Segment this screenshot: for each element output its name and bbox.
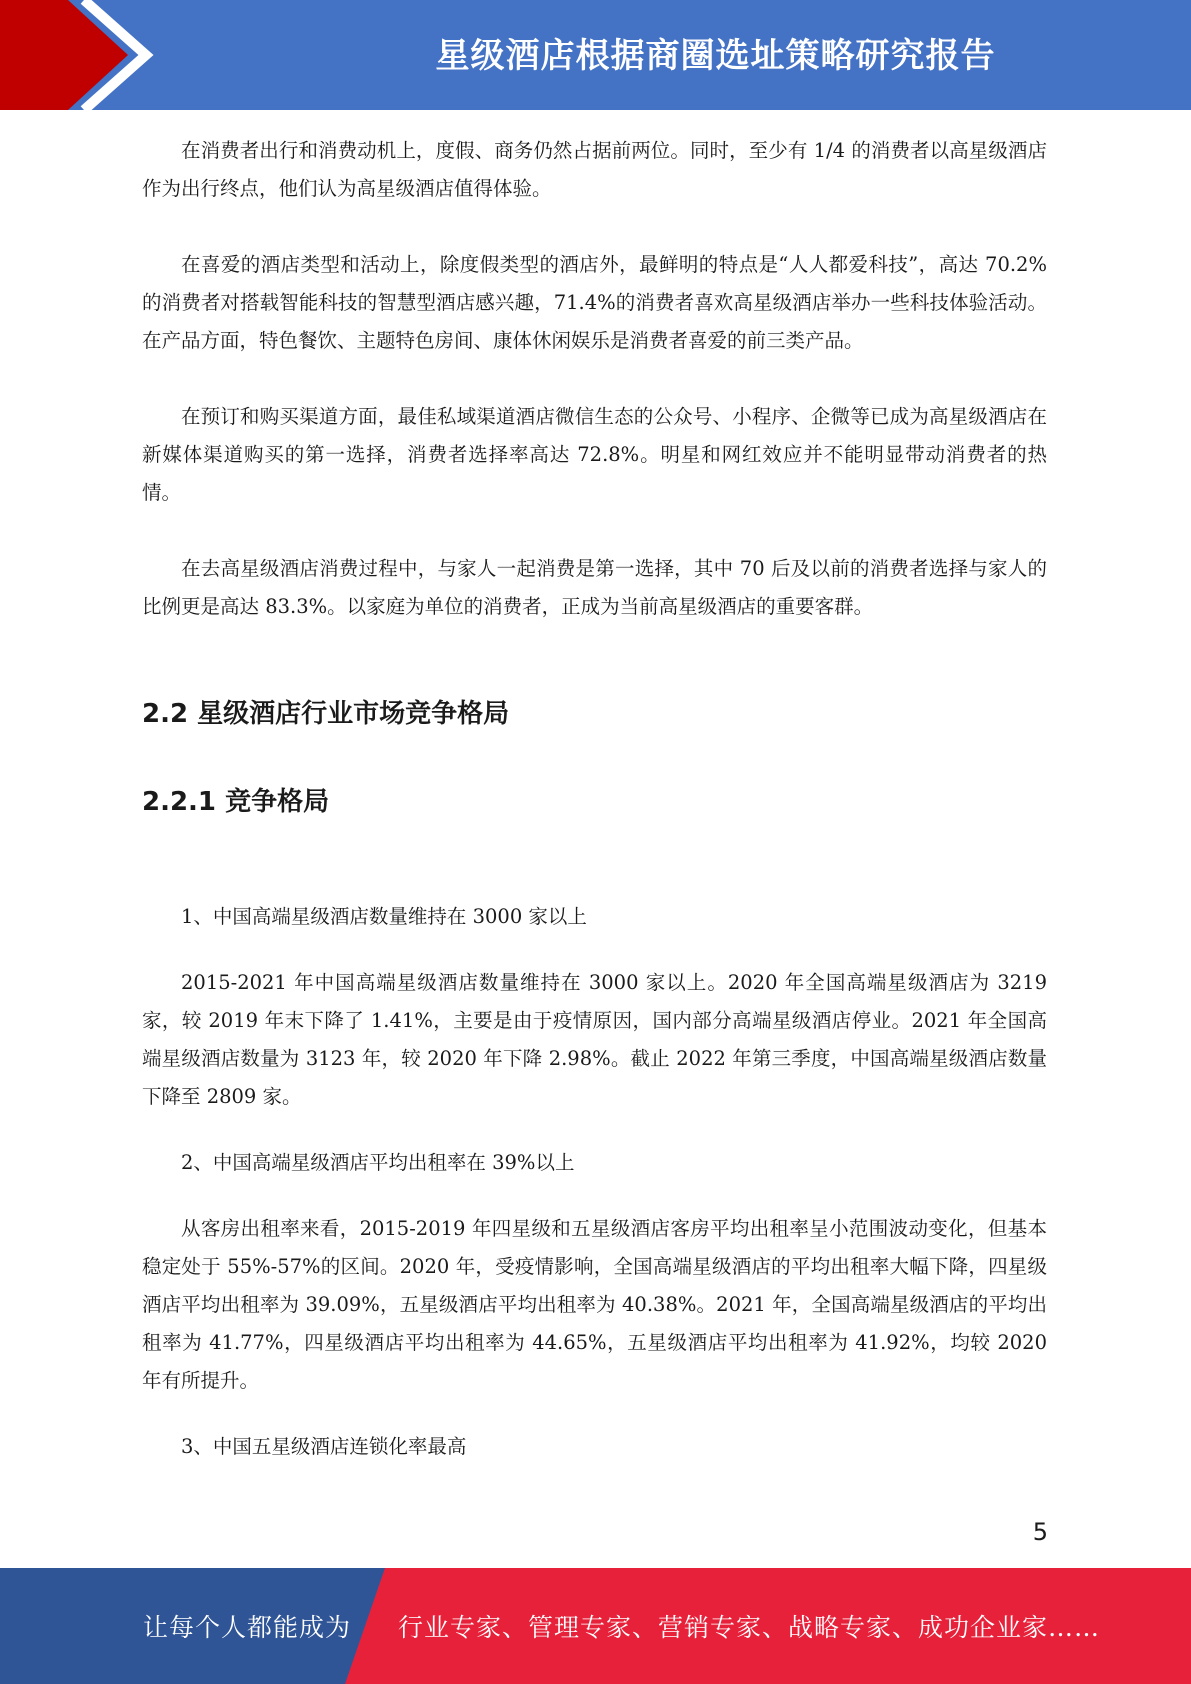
footer-slogan-left: 让每个人都能成为: [143, 1613, 352, 1642]
main-content: [142, 132, 1047, 1494]
paragraph: 在喜爱的酒店类型和活动上，除度假类型的酒店外，最鲜明的特点是“人人都爱科技”，高达 70.2%的消费者对搭载智能科技的智慧型酒店感兴趣，71.4%的消费者喜欢高星级酒店举办一些科技体验活动。在产品方面，特色餐饮、主题特色房间、康体休闲娱乐是消费者喜爱的前三类产品。: [142, 253, 1047, 352]
subsection-heading: 2.2.1 竞争格局: [142, 787, 330, 817]
paragraph: 在预订和购买渠道方面，最佳私域渠道酒店微信生态的公众号、小程序、企微等已成为高星级酒店在新媒体渠道购买的第一选择，消费者选择率高达 72.8%。明星和网红效应并不能明显带动消费者的热情。: [142, 405, 1047, 504]
list-item-title: 3、中国五星级酒店连锁化率最高: [181, 1435, 467, 1458]
section-heading: 2.2 星级酒店行业市场竞争格局: [142, 699, 510, 729]
paragraph: 从客房出租率来看，2015-2019 年四星级和五星级酒店客房平均出租率呈小范围波动变化，但基本稳定处于 55%-57%的区间。2020 年，受疫情影响，全国高端星级酒店的平均出租率大幅下降，四星级酒店平均出租率为 39.09%，五星级酒店平均出租率为 40.38%。2021 年，全国高端星级酒店的平均出租率为 41.77%，四星级酒店平均出租率为 44.65%，五星级酒店平均出租率为 41.92%，均较 2020 年有所提升。: [142, 1217, 1047, 1392]
page-header: [0, 0, 1191, 110]
paragraph: 在消费者出行和消费动机上，度假、商务仍然占据前两位。同时，至少有 1/4 的消费者以高星级酒店作为出行终点，他们认为高星级酒店值得体验。: [142, 139, 1047, 200]
chevron-arrow-icon: [0, 0, 160, 110]
page-footer: [0, 1568, 1191, 1684]
list-item-title: 2、中国高端星级酒店平均出租率在 39%以上: [181, 1151, 575, 1174]
list-item-title: 1、中国高端星级酒店数量维持在 3000 家以上: [181, 905, 587, 928]
footer-slogan-right: 行业专家、管理专家、营销专家、战略专家、成功企业家……: [398, 1613, 1101, 1642]
page-number: 5: [1032, 1518, 1048, 1546]
report-title: 星级酒店根据商圈选址策略研究报告: [435, 36, 996, 76]
paragraph: 在去高星级酒店消费过程中，与家人一起消费是第一选择，其中 70 后及以前的消费者选择与家人的比例更是高达 83.3%。以家庭为单位的消费者，正成为当前高星级酒店的重要客群。: [142, 557, 1047, 618]
paragraph: 2015-2021 年中国高端星级酒店数量维持在 3000 家以上。2020 年全国高端星级酒店为 3219 家，较 2019 年末下降了 1.41%，主要是由于疫情原因，国内部分高端星级酒店停业。2021 年全国高端星级酒店数量为 3123 年，较 2020 年下降 2.98%。截止 2022 年第三季度，中国高端星级酒店数量下降至 2809 家。: [142, 971, 1047, 1108]
